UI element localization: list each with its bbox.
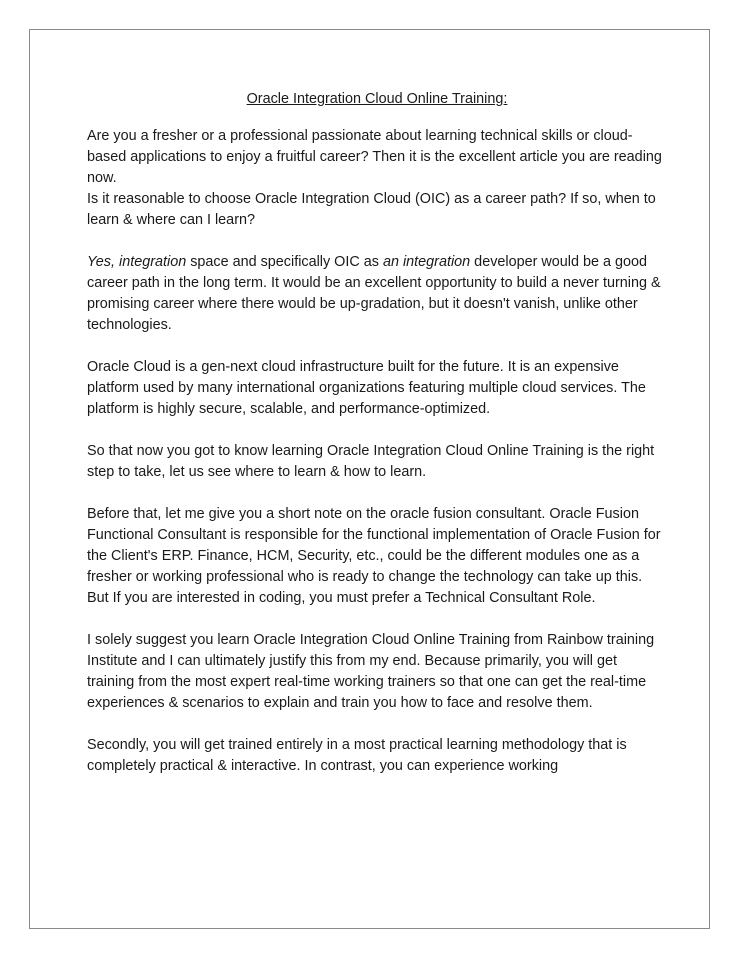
document-body: [87, 90, 667, 798]
paragraph-question: Is it reasonable to choose Oracle Integration Cloud (OIC) as a career path? If so, when to learn & where can I learn?: [87, 191, 656, 228]
paragraph-career-path: [87, 252, 667, 336]
emphasis-an-integration: an integration: [382, 254, 471, 270]
paragraph-fusion-consultant: Before that, let me give you a short note on the oracle fusion consultant. Oracle Fusion Functional Consultant is responsible for the functional implementation of Oracle Fusion for the Client's ERP. Finance, HCM, Security, etc., could be the different modules one as a fresher or working professional who is ready to change the technology can take up this. But If you are interested in coding, you must prefer a Technical Consultant Role.: [87, 506, 661, 606]
paragraph-career-path-text-2: developer would be a good career path in the long term. It would be an excellent opportunity to build a never turning & promising career where there would be up-gradation, but it doesn't vanish, unlike other technologies.: [87, 254, 661, 333]
emphasis-yes-integration: Yes, integration: [87, 254, 187, 270]
document-title: Oracle Integration Cloud Online Training:: [246, 91, 508, 107]
paragraph-career-path-text-1: space and specifically OIC as: [186, 254, 383, 270]
paragraph-next-step: So that now you got to know learning Oracle Integration Cloud Online Training is the right step to take, let us see where to learn & how to learn.: [87, 443, 655, 480]
paragraph-rainbow-institute: I solely suggest you learn Oracle Integration Cloud Online Training from Rainbow training Institute and I can ultimately justify this from my end. Because primarily, you will get training from the most expert real-time working trainers so that one can get the real-time experiences & scenarios to explain and train you how to face and resolve them.: [87, 632, 655, 711]
paragraph-oracle-cloud: Oracle Cloud is a gen-next cloud infrastructure built for the future. It is an expensive platform used by many international organizations featuring multiple cloud services. The platform is highly secure, scalable, and performance-optimized.: [87, 359, 646, 417]
paragraph-intro: Are you a fresher or a professional passionate about learning technical skills or cloud-based applications to enjoy a fruitful career? Then it is the excellent article you are reading now.: [87, 128, 662, 186]
paragraph-practical-learning: Secondly, you will get trained entirely in a most practical learning methodology that is completely practical & interactive. In contrast, you can experience working: [87, 737, 627, 774]
document-page: [29, 29, 710, 929]
